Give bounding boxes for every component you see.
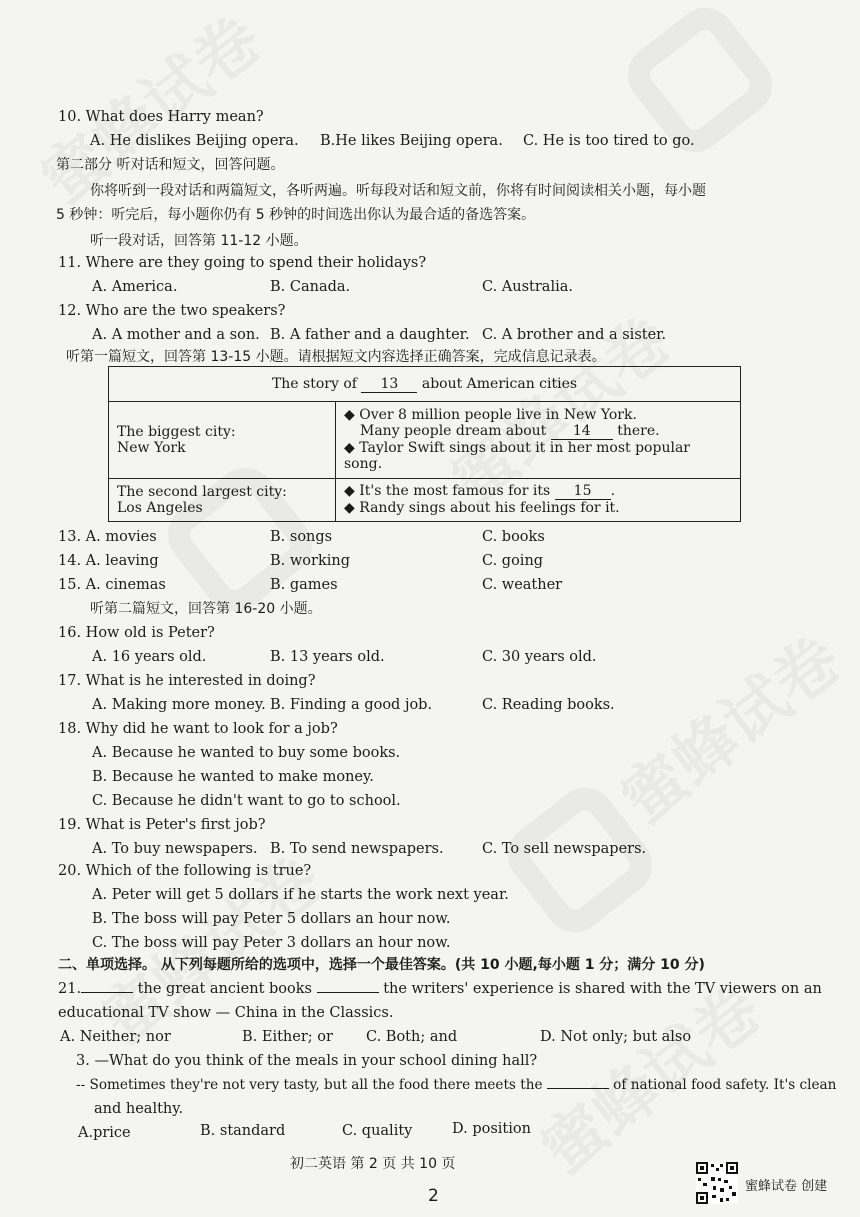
passage1-intro: 听第一篇短文，回答第 13-15 小题。请根据短文内容选择正确答案，完成信息记录表。 — [66, 349, 606, 365]
part2-heading: 第二部分 听对话和短文，回答问题。 — [56, 157, 285, 173]
question-13: 13. A. movies — [58, 529, 157, 545]
question-22-line2: -- Sometimes they're not very tasty, but all the food there meets the of national food safety. It's clean — [76, 1077, 837, 1093]
q10-option-a: A. He dislikes Beijing opera. — [90, 133, 299, 149]
q16-option-a: A. 16 years old. — [92, 649, 207, 665]
q15-option-c: C. weather — [482, 577, 563, 593]
q10-option-b: B.He likes Beijing opera. — [320, 133, 503, 149]
q17-option-a: A. Making more money. — [92, 697, 266, 713]
q19-option-c: C. To sell newspapers. — [482, 841, 647, 857]
q22-option-a: A.price — [78, 1125, 131, 1141]
question-21-line2: educational TV show — China in the Classics. — [58, 1005, 394, 1021]
q12-option-a: A. A mother and a son. — [92, 327, 260, 343]
q21-option-c: C. Both; and — [366, 1029, 458, 1045]
blank-15: 15 — [555, 483, 611, 500]
blank-14: 14 — [551, 423, 613, 440]
q14-option-c: C. going — [482, 553, 544, 569]
watermark-logo — [496, 776, 664, 944]
q21-option-b: B. Either; or — [242, 1029, 333, 1045]
question-19: 19. What is Peter's first job? — [58, 817, 266, 833]
q12-option-b: B. A father and a daughter. — [270, 327, 470, 343]
table-header: The story of 13 about American cities — [109, 367, 741, 402]
question-22: 3. —What do you think of the meals in your school dining hall? — [76, 1053, 538, 1069]
row-biggest-city-label: The biggest city: New York — [109, 402, 336, 479]
q13-option-b: B. songs — [270, 529, 333, 545]
q22-option-c: C. quality — [342, 1123, 413, 1139]
q17-option-b: B. Finding a good job. — [270, 697, 433, 713]
row-biggest-city-details: ◆ Over 8 million people live in New York. Many people dream about 14 there. ◆ Taylor Swift sings about it in her most popular song. — [336, 402, 741, 479]
q18-option-a: A. Because he wanted to buy some books. — [92, 745, 401, 761]
q15-option-b: B. games — [270, 577, 338, 593]
question-18: 18. Why did he want to look for a job? — [58, 721, 338, 737]
q21-option-a: A. Neither; nor — [60, 1029, 171, 1045]
q18-option-c: C. Because he didn't want to go to school. — [92, 793, 401, 809]
question-16: 16. How old is Peter? — [58, 625, 215, 641]
dialog-intro: 听一段对话，回答第 11-12 小题。 — [90, 233, 308, 249]
question-14: 14. A. leaving — [58, 553, 159, 569]
q20-option-c: C. The boss will pay Peter 3 dollars an hour now. — [92, 935, 451, 951]
q10-option-c: C. He is too tired to go. — [523, 133, 695, 149]
q11-option-a: A. America. — [92, 279, 178, 295]
q17-option-c: C. Reading books. — [482, 697, 615, 713]
watermark-text — [599, 611, 857, 841]
q22-option-b: B. standard — [200, 1123, 286, 1139]
blank-13: 13 — [361, 376, 417, 393]
question-15: 15. A. cinemas — [58, 577, 166, 593]
q19-option-a: A. To buy newspapers. — [92, 841, 258, 857]
question-17: 17. What is he interested in doing? — [58, 673, 316, 689]
page-number: 2 — [428, 1186, 439, 1206]
q11-option-b: B. Canada. — [270, 279, 351, 295]
part2-instructions-2: 5 秒钟：听完后，每小题你仍有 5 秒钟的时间选出你认为最合适的备选答案。 — [56, 207, 536, 223]
q21-option-d: D. Not only; but also — [540, 1029, 692, 1045]
question-10: 10. What does Harry mean? — [58, 109, 264, 125]
question-11: 11. Where are they going to spend their holidays? — [58, 255, 427, 271]
q16-option-b: B. 13 years old. — [270, 649, 385, 665]
part2-instructions-1: 你将听到一段对话和两篇短文，各听两遍。听每段对话和短文前，你将有时间阅读相关小题，每小题 — [90, 183, 706, 199]
row-second-city-label: The second largest city: Los Angeles — [109, 478, 336, 521]
q16-option-c: C. 30 years old. — [482, 649, 597, 665]
question-22-line3: and healthy. — [94, 1101, 184, 1117]
q20-option-b: B. The boss will pay Peter 5 dollars an hour now. — [92, 911, 451, 927]
q19-option-b: B. To send newspapers. — [270, 841, 444, 857]
question-21: 21. the great ancient books the writers' experience is shared with the TV viewers on an — [58, 981, 822, 997]
qr-code-icon — [696, 1162, 738, 1204]
q12-option-c: C. A brother and a sister. — [482, 327, 667, 343]
question-12: 12. Who are the two speakers? — [58, 303, 286, 319]
page-footer: 初二英语 第 2 页 共 10 页 — [290, 1156, 456, 1172]
brand-label: 蜜蜂试卷 创建 — [745, 1179, 828, 1194]
q22-option-d: D. position — [452, 1121, 531, 1137]
q11-option-c: C. Australia. — [482, 279, 573, 295]
passage2-intro: 听第二篇短文，回答第 16-20 小题。 — [90, 601, 322, 617]
q13-option-c: C. books — [482, 529, 545, 545]
section2-heading: 二、单项选择。 从下列每题所给的选项中，选择一个最佳答案。(共 10 小题,每小题 1 分；满分 10 分) — [58, 957, 705, 973]
q18-option-b: B. Because he wanted to make money. — [92, 769, 374, 785]
q14-option-b: B. working — [270, 553, 350, 569]
question-20: 20. Which of the following is true? — [58, 863, 312, 879]
info-record-table — [108, 366, 741, 522]
row-second-city-details: ◆ It's the most famous for its 15 . ◆ Randy sings about his feelings for it. — [336, 478, 741, 521]
q20-option-a: A. Peter will get 5 dollars if he starts the work next year. — [92, 887, 509, 903]
